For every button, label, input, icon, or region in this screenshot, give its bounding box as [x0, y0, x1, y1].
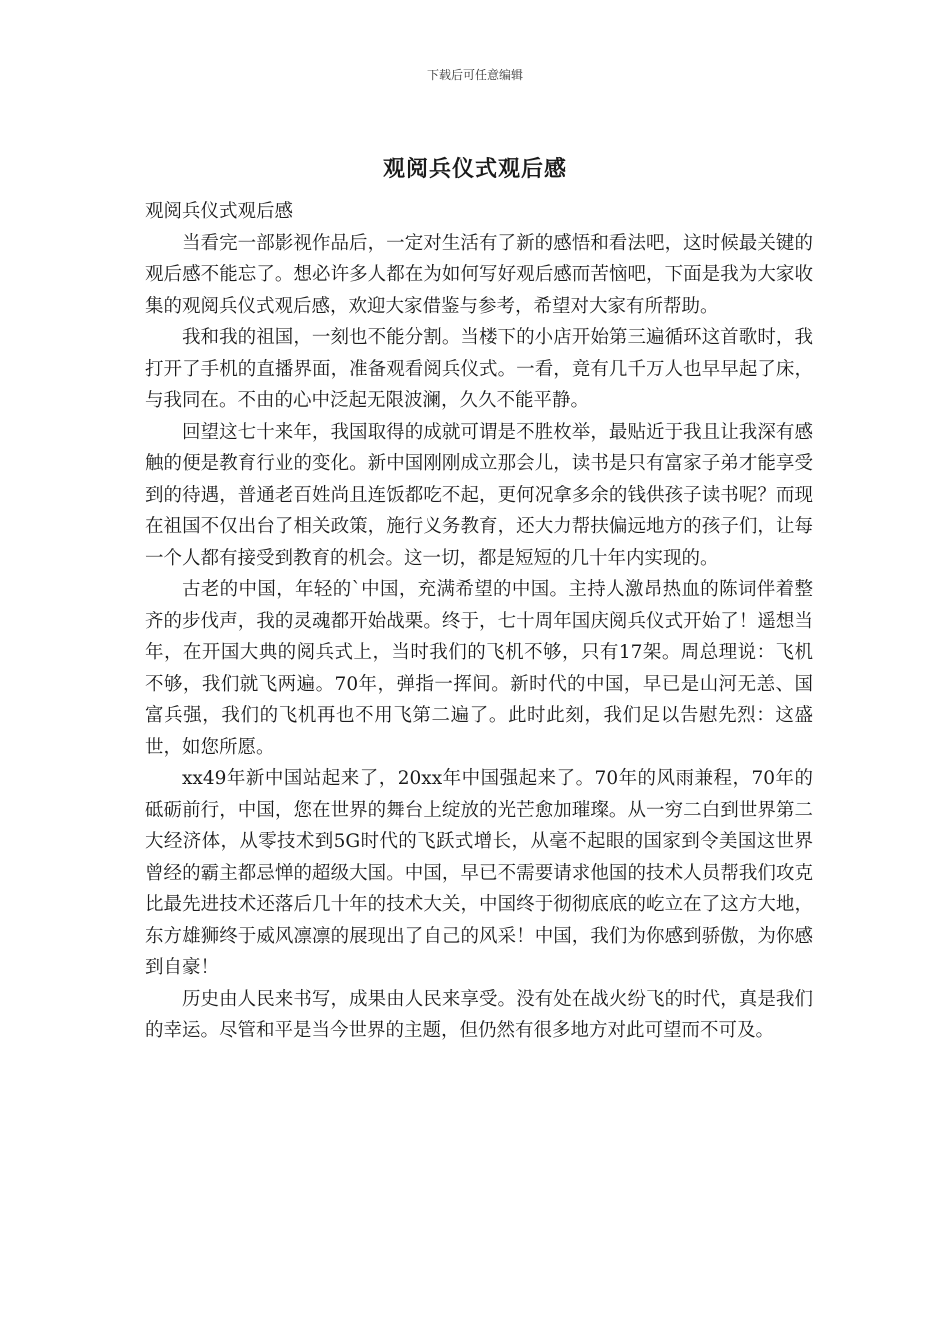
- paragraph: 历史由人民来书写，成果由人民来享受。没有处在战火纷飞的时代，真是我们的幸运。尽管和平是当今世界的主题，但仍然有很多地方对此可望而不可及。: [145, 988, 813, 1041]
- document-subtitle: 观阅兵仪式观后感: [145, 201, 294, 222]
- document-body: [145, 196, 813, 1047]
- header-note: 下载后可任意编辑: [426, 68, 523, 82]
- document-title: 观阅兵仪式观后感: [382, 156, 567, 182]
- paragraph: xx49年新中国站起来了，20xx年中国强起来了。70年的风雨兼程，70年的砥砺前行，中国，您在世界的舞台上绽放的光芒愈加璀璨。从一穷二白到世界第二大经济体，从零技术到5G时代的飞跃式增长，从毫不起眼的国家到令美国这世界曾经的霸主都忌惮的超级大国。中国，早已不需要请求他国的技术人员帮我们攻克比最先进技术还落后几十年的技术大关，中国终于彻彻底底的屹立在了这方大地，东方雄狮终于威风凛凛的展现出了自己的风采！中国，我们为你感到骄傲，为你感到自豪！: [145, 768, 813, 978]
- paragraph: 我和我的祖国，一刻也不能分割。当楼下的小店开始第三遍循环这首歌时，我打开了手机的直播界面，准备观看阅兵仪式。一看，竟有几千万人也早早起了床，与我同在。不由的心中泛起无限波澜，久久不能平静。: [145, 327, 813, 411]
- paragraph: 古老的中国，年轻的`中国，充满希望的中国。主持人激昂热血的陈词伴着整齐的步伐声，我的灵魂都开始战栗。终于，七十周年国庆阅兵仪式开始了！遥想当年，在开国大典的阅兵式上，当时我们的飞机不够，只有17架。周总理说：飞机不够，我们就飞两遍。70年，弹指一挥间。新时代的中国，早已是山河无恙、国富兵强，我们的飞机再也不用飞第二遍了。此时此刻，我们足以告慰先烈：这盛世，如您所愿。: [145, 579, 813, 758]
- paragraph: 当看完一部影视作品后，一定对生活有了新的感悟和看法吧，这时候最关键的观后感不能忘了。想必许多人都在为如何写好观后感而苦恼吧，下面是我为大家收集的观阅兵仪式观后感，欢迎大家借鉴与参考，希望对大家有所帮助。: [145, 232, 813, 317]
- paragraph: 回望这七十来年，我国取得的成就可谓是不胜枚举，最贴近于我且让我深有感触的便是教育行业的变化。新中国刚刚成立那会儿，读书是只有富家子弟才能享受到的待遇，普通老百姓尚且连饭都吃不起，更何况拿多余的钱供孩子读书呢？而现在祖国不仅出台了相关政策，施行义务教育，还大力帮扶偏远地方的孩子们，让每一个人都有接受到教育的机会。这一切，都是短短的几十年内实现的。: [145, 421, 813, 569]
